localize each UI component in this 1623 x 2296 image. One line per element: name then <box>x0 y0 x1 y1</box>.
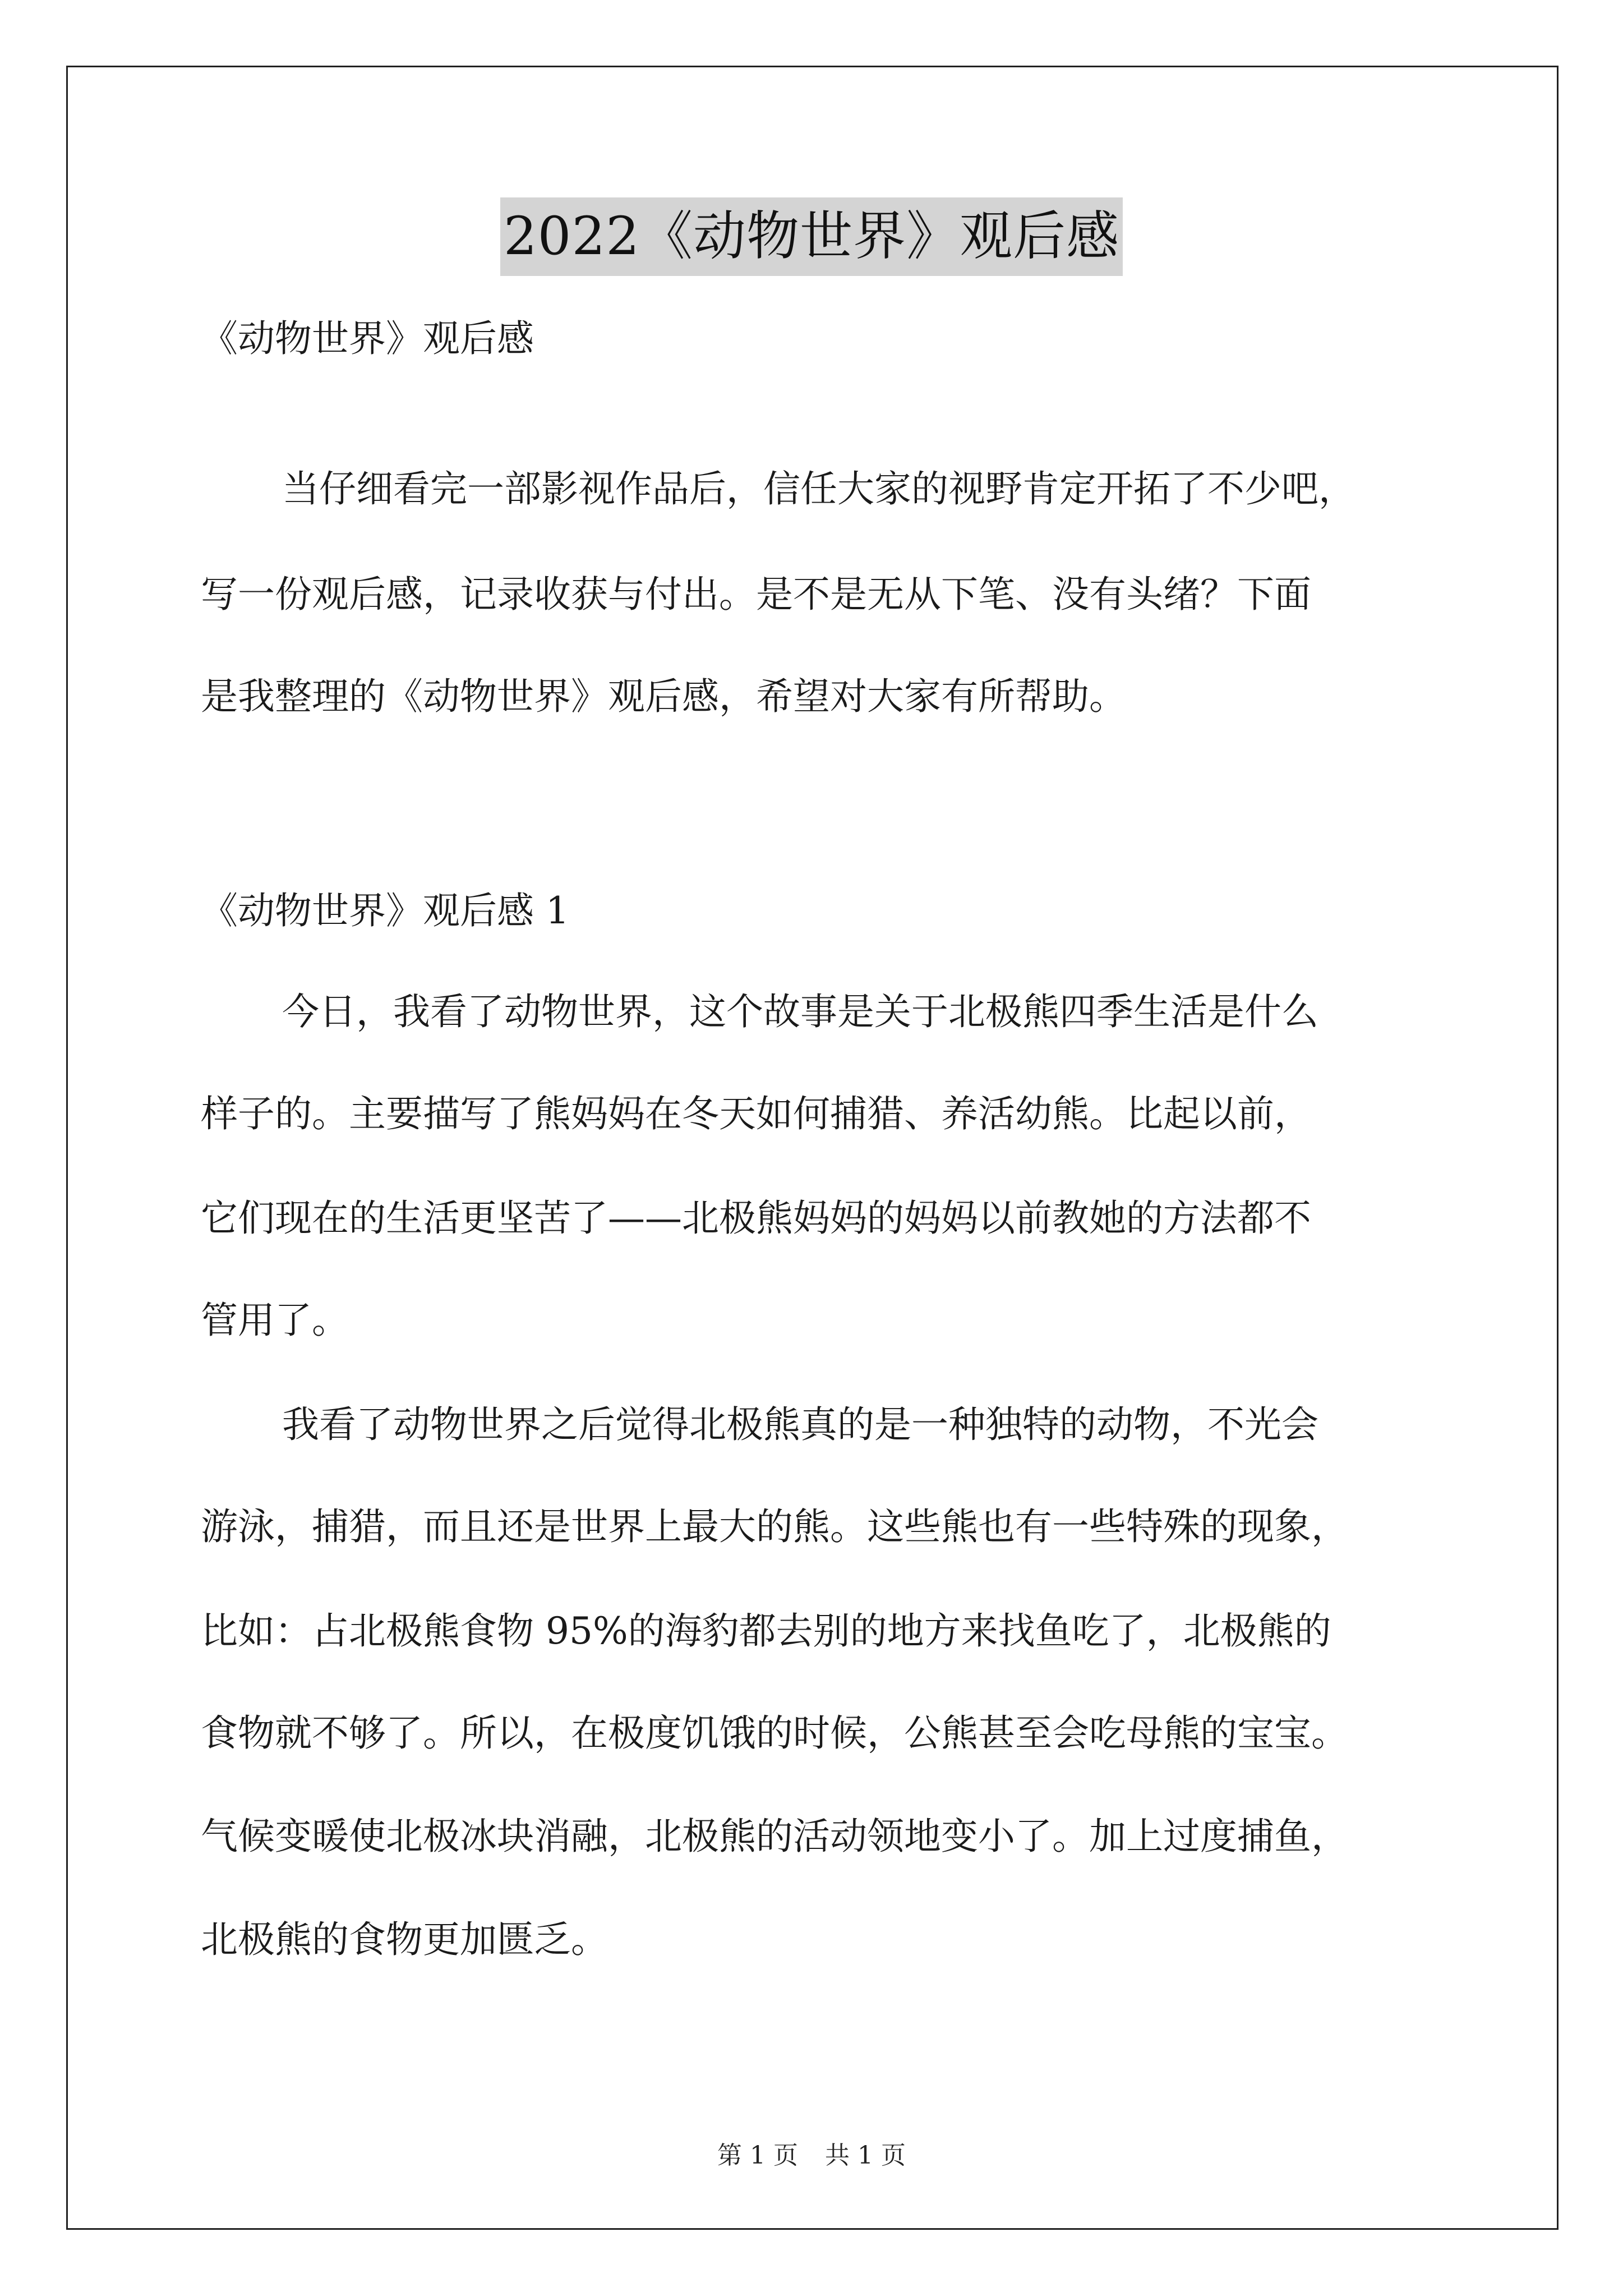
intro-line-1: 当仔细看完一部影视作品后，信任大家的视野肯定开拓了不少吧， <box>282 467 1355 510</box>
title-container <box>0 197 1623 276</box>
subheading: 《动物世界》观后感 <box>201 317 534 360</box>
para1-line-1: 今日，我看了动物世界，这个故事是关于北极熊四季生活是什么 <box>282 990 1318 1033</box>
page-number: 第 1 页 <box>717 2141 798 2170</box>
para2-line-3: 比如：占北极熊食物 95%的海豹都去别的地方来找鱼吃了，北极熊的 <box>201 1609 1331 1653</box>
page-total: 共 1 页 <box>825 2141 906 2170</box>
section-heading: 《动物世界》观后感 1 <box>201 889 569 932</box>
page-border <box>66 66 1559 2230</box>
para2-line-1: 我看了动物世界之后觉得北极熊真的是一种独特的动物，不光会 <box>282 1403 1318 1446</box>
para2-line-2: 游泳，捕猎，而且还是世界上最大的熊。这些熊也有一些特殊的现象， <box>201 1505 1348 1548</box>
para1-line-2: 样子的。主要描写了熊妈妈在冬天如何捕猎、养活幼熊。比起以前， <box>201 1092 1311 1135</box>
intro-line-3: 是我整理的《动物世界》观后感，希望对大家有所帮助。 <box>201 675 1126 718</box>
intro-line-2: 写一份观后感，记录收获与付出。是不是无从下笔、没有头绪？下面 <box>201 573 1311 616</box>
para2-line-6: 北极熊的食物更加匮乏。 <box>201 1918 608 1961</box>
para2-line-4: 食物就不够了。所以，在极度饥饿的时候，公熊甚至会吃母熊的宝宝。 <box>201 1711 1348 1755</box>
para1-line-3: 它们现在的生活更坚苦了——北极熊妈妈的妈妈以前教她的方法都不 <box>201 1197 1311 1240</box>
para1-line-4: 管用了。 <box>201 1299 349 1342</box>
page-footer <box>0 2139 1623 2173</box>
document-title: 2022《动物世界》观后感 <box>500 197 1123 276</box>
para2-line-5: 气候变暖使北极冰块消融，北极熊的活动领地变小了。加上过度捕鱼， <box>201 1815 1348 1858</box>
